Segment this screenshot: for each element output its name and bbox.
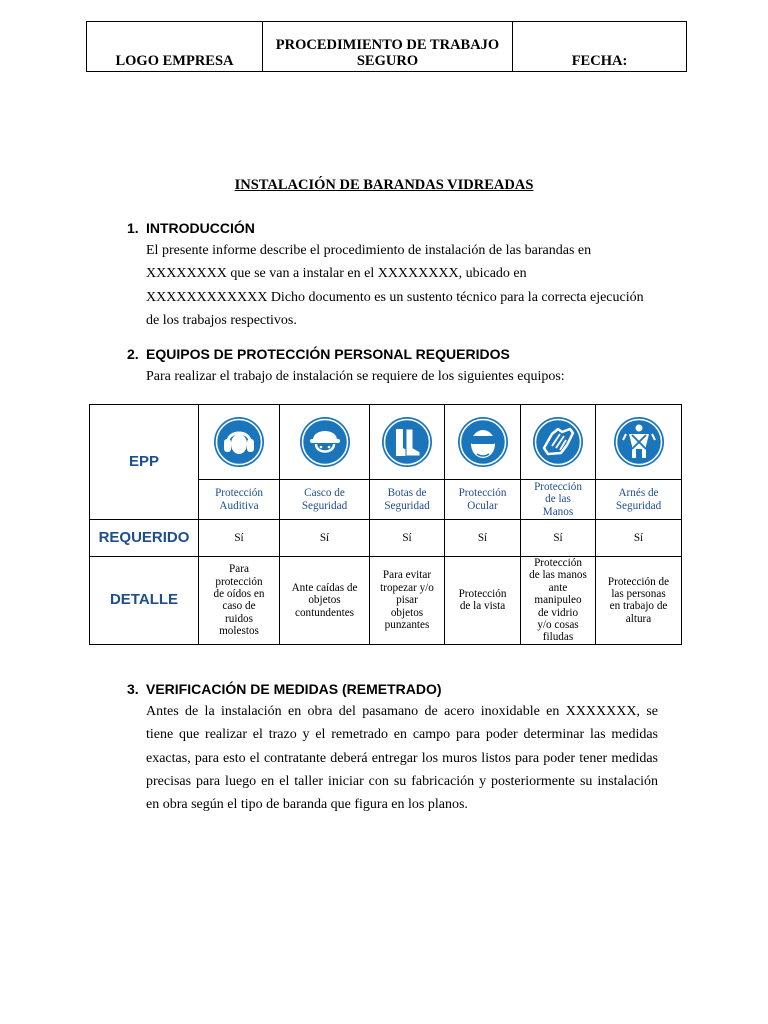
ppe-icon-cell [280,405,370,480]
section-2-heading [127,346,510,362]
date-label: FECHA: [571,53,628,69]
document-title: INSTALACIÓN DE BARANDAS VIDREADAS [234,177,534,193]
ppe-detail: Ante caídas de objetos contundentes [280,557,370,645]
section-3-line: exactas, para esto el contratante deberá entregar los muros listos para poder tener medidas [146,750,658,766]
section-3-line: Antes de la instalación en obra del pasamano de acero inoxidable en XXXXXXX, se [146,704,658,719]
section-1-line: de los trabajos respectivos. [146,312,297,328]
ppe-table [89,404,682,645]
ppe-icon-cell [370,405,445,480]
section-1-title: INTRODUCCIÓN [146,220,255,236]
company-logo-placeholder: LOGO EMPRESA [87,22,263,71]
ppe-icon-cell [521,405,596,480]
harness-icon [613,416,665,468]
ppe-name: Protección de las Manos [521,480,596,520]
section-3-line: precisas para luego en el taller iniciar con su fabricación y posteriormente su instalación [146,773,658,789]
section-3-line: tiene que realizar el trazo y el remetrado en campo para poder determinar las medidas [146,727,658,743]
ppe-detail: Para evitar tropezar y/o pisar objetos punzantes [370,557,445,645]
section-2-title: EQUIPOS DE PROTECCIÓN PERSONAL REQUERIDOS [146,346,510,362]
ppe-required-value: Sí [370,520,445,557]
safety-glasses-icon [457,416,509,468]
ppe-required-value: Sí [445,520,521,557]
ear-protection-icon [213,416,265,468]
hard-hat-icon [299,416,351,468]
section-2-body [146,365,658,388]
ppe-name: Protección Auditiva [199,480,280,520]
section-3-heading [127,681,442,697]
ppe-icon-cell [199,405,280,480]
ppe-detail: Para protección de oídos en caso de ruidos molestos [199,557,280,645]
ppe-required-value: Sí [596,520,682,557]
ppe-name: Arnés de Seguridad [596,480,682,520]
ppe-required-value: Sí [521,520,596,557]
safety-boots-icon [381,416,433,468]
ppe-name: Protección Ocular [445,480,521,520]
procedure-title-line1: PROCEDIMIENTO DE TRABAJO [275,37,500,53]
detail-row-label: DETALLE [90,557,199,645]
ppe-detail: Protección de la vista [445,557,521,645]
section-2-number: 2. [127,346,139,362]
section-1-line: El presente informe describe el procedimiento de instalación de las barandas en [146,243,592,258]
ppe-required-value: Sí [280,520,370,557]
ppe-name: Casco de Seguridad [280,480,370,520]
gloves-icon [532,416,584,468]
required-row-label: REQUERIDO [90,520,199,557]
section-1-body [146,239,658,332]
ppe-icon-cell [596,405,682,480]
procedure-title-line2: SEGURO [356,53,419,69]
ppe-name: Botas de Seguridad [370,480,445,520]
section-2-intro: Para realizar el trabajo de instalación se requiere de los siguientes equipos: [146,369,565,384]
section-3-body [146,700,658,816]
section-1-line: XXXXXXXX que se van a instalar en el XXXXXXXX, ubicado en [146,266,527,282]
ppe-required-value: Sí [199,520,280,557]
ppe-detail: Protección de las manos ante manipuleo de vidrio y/o cosas filudas [521,557,596,645]
ppe-detail: Protección de las personas en trabajo de altura [596,557,682,645]
section-3-title: VERIFICACIÓN DE MEDIDAS (REMETRADO) [146,681,442,697]
ppe-icon-cell [445,405,521,480]
epp-row-label: EPP [90,405,199,520]
section-3-number: 3. [127,681,139,697]
section-1-line: XXXXXXXXXXXX Dicho documento es un sustento técnico para la correcta ejecución [146,289,644,305]
procedure-title [263,22,513,71]
document-header [86,21,687,72]
section-3-line: en obra según el tipo de baranda que figura en los planos. [146,797,468,813]
section-1-number: 1. [127,220,139,236]
section-1-heading [127,220,255,236]
